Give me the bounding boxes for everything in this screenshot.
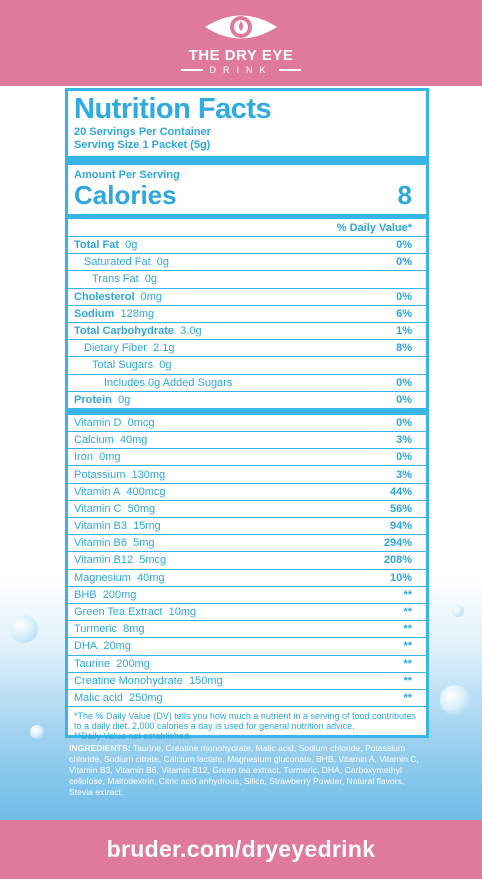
nutrient-row (68, 392, 426, 409)
nutrient-label (68, 486, 166, 498)
nutrient-label (68, 377, 236, 389)
nutrient-row (68, 518, 426, 535)
nutrient-row (68, 638, 426, 655)
ingredients-heading: INGREDIENTS: (69, 743, 131, 753)
nutrient-dv: 294% (383, 537, 412, 550)
nutrient-label (68, 675, 223, 687)
nutrient-dv: 1% (396, 325, 412, 338)
nutrient-dv: 0% (396, 416, 412, 429)
nutrient-name: Iron (74, 451, 93, 464)
nutrient-dv: 0% (396, 290, 412, 303)
nutrient-dv: 0% (396, 376, 412, 389)
nutrient-name: Cholesterol (74, 290, 135, 303)
nutrient-dv: 6% (396, 307, 412, 320)
eye-logo-icon (203, 10, 279, 44)
nutrient-dv: 0% (396, 256, 412, 269)
daily-value-header: % Daily Value* (68, 219, 426, 237)
nutrient-row (68, 306, 426, 323)
nutrient-row (68, 415, 426, 432)
footnote-dv: *The % Daily Value (DV) tells you how much a nutrient in a serving of food contributes to a daily diet. 2,000 calories a day is used for general nutrition advice. (74, 711, 416, 732)
nutrient-name: Magnesium (74, 571, 131, 584)
nutrient-label (68, 469, 165, 481)
nutrient-row (68, 375, 426, 392)
nutrient-name: Calcium (74, 434, 114, 447)
calories-value: 8 (397, 180, 412, 210)
nutrient-row (68, 535, 426, 552)
nutrient-name: Includes 0g Added Sugars (104, 376, 233, 389)
nutrient-amount: 400mcg (126, 485, 166, 498)
nutrient-name: Vitamin B12 (74, 554, 134, 567)
nutrient-amount: 0g (125, 239, 138, 252)
nutrient-name: Creatine Monohydrate (74, 674, 183, 687)
nutrient-label (68, 417, 155, 429)
nutrient-name: Saturated Fat (84, 256, 151, 269)
brand-title: THE DRY EYE (188, 47, 294, 64)
nutrient-label (68, 623, 145, 635)
nutrient-row (68, 449, 426, 466)
calories-row (68, 180, 426, 211)
nutrient-dv: 0% (396, 239, 412, 252)
nutrient-amount: 8mg (123, 623, 145, 636)
nutrient-dv: 94% (389, 520, 412, 533)
nutrient-label (68, 658, 150, 670)
nutrient-label (68, 434, 147, 446)
nutrient-dv: ** (403, 606, 412, 619)
nutrient-amount: 40mg (136, 571, 165, 584)
micro-nutrient-list (68, 415, 426, 707)
nutrient-dv: 44% (389, 485, 412, 498)
nutrient-amount: 150mg (188, 674, 223, 687)
nutrient-row (68, 673, 426, 690)
nutrient-label (68, 325, 202, 337)
nutrient-label (68, 692, 163, 704)
nutrient-row (68, 340, 426, 357)
nutrient-dv: 3% (396, 468, 412, 481)
nutrient-amount: 3.0g (180, 325, 202, 338)
nutrient-label (68, 308, 154, 320)
nutrient-amount: 40mg (119, 434, 148, 447)
nutrient-amount: 200mg (102, 588, 137, 601)
nutrient-amount: 200mg (116, 657, 150, 670)
divider (181, 69, 203, 71)
nutrient-label (68, 554, 166, 566)
nutrient-row (68, 254, 426, 271)
macro-nutrient-list (68, 237, 426, 409)
nutrient-amount: 0g (159, 359, 172, 372)
nutrient-label (68, 359, 172, 371)
nutrient-name: Sodium (74, 307, 115, 320)
brand-header (0, 0, 482, 86)
nutrient-dv: 8% (396, 342, 412, 355)
nutrient-row (68, 289, 426, 306)
nutrient-dv: ** (403, 640, 412, 653)
nutrient-dv: 0% (396, 451, 412, 464)
nutrient-dv: 0% (396, 393, 412, 406)
nutrient-amount: 10mg (168, 606, 197, 619)
ingredients-text: Taurine, Creatine monohydrate, Malic acid, Sodium chloride, Potassium chloride, Sodium citrate, Calcium lactate, Magnesium gluconate, BHB, Vitamin A, Vitamin C, Vitamin B3, Vitamin B6, Vitamin B12, Green tea extract, Turmeric, DHA, Carboxymethyl cellulose, Maltodextrin, Citric acid anhydrous, Silica, Strawberry Powder, Natural flavors, Stevia extract. (69, 743, 419, 797)
nutrient-dv: ** (403, 588, 412, 601)
nutrient-name: BHB (74, 588, 97, 601)
nutrient-name: Vitamin A (74, 485, 121, 498)
nutrient-name: Total Fat (74, 239, 120, 252)
nutrient-amount: 130mg (131, 468, 166, 481)
nutrient-name: DHA (74, 640, 98, 653)
nutrient-row (68, 552, 426, 569)
nutrient-row (68, 621, 426, 638)
nutrient-row (68, 432, 426, 449)
nutrient-label (68, 503, 155, 515)
nutrient-amount: 2.1g (153, 342, 175, 355)
nutrient-amount: 15mg (133, 520, 161, 533)
website-url: bruder.com/dryeyedrink (106, 836, 376, 862)
nutrient-dv: ** (403, 657, 412, 670)
nutrient-name: Turmeric (74, 623, 117, 636)
nutrient-row (68, 357, 426, 374)
nutrient-dv: 56% (389, 502, 412, 515)
divider (68, 156, 426, 165)
nutrient-label (68, 256, 169, 268)
nutrient-amount: 0g (144, 273, 158, 286)
bubble (10, 615, 38, 643)
nutrient-name: Vitamin B3 (74, 520, 127, 533)
nutrient-label (68, 606, 196, 618)
divider (279, 69, 301, 71)
nutrient-label (68, 342, 175, 354)
nutrient-amount: 20mg (103, 640, 131, 653)
nutrient-row (68, 466, 426, 483)
nutrient-label (68, 537, 155, 549)
nutrition-facts-title: Nutrition Facts (74, 93, 272, 125)
nutrient-amount: 0g (156, 256, 170, 269)
nutrient-amount: 0mg (99, 451, 121, 464)
nutrient-row (68, 237, 426, 254)
nutrient-amount: 250mg (129, 691, 163, 704)
nutrient-label (68, 394, 130, 406)
nutrient-label (68, 291, 162, 303)
nutrient-amount: 5mg (133, 537, 155, 550)
nutrient-name: Vitamin C (74, 502, 122, 515)
amount-per-serving: Amount Per Serving (74, 169, 180, 181)
nutrient-row (68, 656, 426, 673)
nutrient-name: Vitamin D (74, 416, 122, 429)
brand-subtitle: DRINK (209, 65, 273, 75)
nutrient-dv: 3% (396, 434, 412, 447)
nutrient-label (68, 451, 121, 463)
nutrient-row (68, 271, 426, 288)
nutrient-name: Green Tea Extract (74, 606, 163, 619)
nutrient-amount: 5mcg (139, 554, 167, 567)
bubble (440, 685, 470, 715)
bubble (452, 605, 464, 617)
serving-size: Serving Size 1 Packet (5g) (74, 139, 211, 151)
nutrient-name: Malic acid (74, 691, 123, 704)
nutrient-name: Total Sugars (92, 359, 154, 372)
nutrient-dv: ** (403, 623, 412, 636)
nutrient-name: Total Carbohydrate (74, 325, 175, 338)
nutrient-name: Trans Fat (92, 273, 139, 286)
servings-per-container: 20 Servings Per Container (74, 126, 211, 138)
brand-subtitle-row (181, 65, 300, 75)
nutrient-amount: 128mg (120, 307, 155, 320)
nutrient-name: Taurine (74, 657, 111, 670)
ingredients-block (65, 740, 429, 800)
nutrient-name: Dietary Fiber (84, 342, 147, 355)
nutrient-amount: 0mg (140, 290, 163, 303)
nutrient-row (68, 604, 426, 621)
nutrient-row (68, 587, 426, 604)
nutrient-row (68, 570, 426, 587)
nutrient-name: Vitamin B6 (74, 537, 127, 550)
bubble (30, 725, 44, 739)
nutrient-row (68, 323, 426, 340)
nutrient-label (68, 239, 137, 251)
nutrient-row (68, 501, 426, 518)
nutrient-label (68, 589, 136, 601)
footer-bar (0, 820, 482, 879)
nutrient-dv: 10% (389, 571, 412, 584)
nutrient-label (68, 572, 165, 584)
nutrient-amount: 50mg (127, 502, 156, 515)
nutrient-dv: ** (403, 674, 412, 687)
nutrient-row (68, 484, 426, 501)
calories-label: Calories (74, 180, 177, 210)
daily-value-footnote (68, 707, 426, 741)
nutrient-name: Protein (74, 393, 112, 406)
nutrient-name: Potassium (74, 468, 126, 481)
nutrient-dv: 208% (383, 554, 412, 567)
nutrient-row (68, 690, 426, 707)
nutrient-dv: ** (403, 691, 412, 704)
nutrient-amount: 0g (118, 393, 131, 406)
nutrition-facts-panel (65, 88, 429, 742)
nutrient-label (68, 640, 131, 652)
nutrient-amount: 0mcg (127, 416, 155, 429)
footnote-not-established: **Daily Value not established. (74, 731, 192, 742)
nutrient-label (68, 273, 157, 285)
nutrient-label (68, 520, 161, 532)
